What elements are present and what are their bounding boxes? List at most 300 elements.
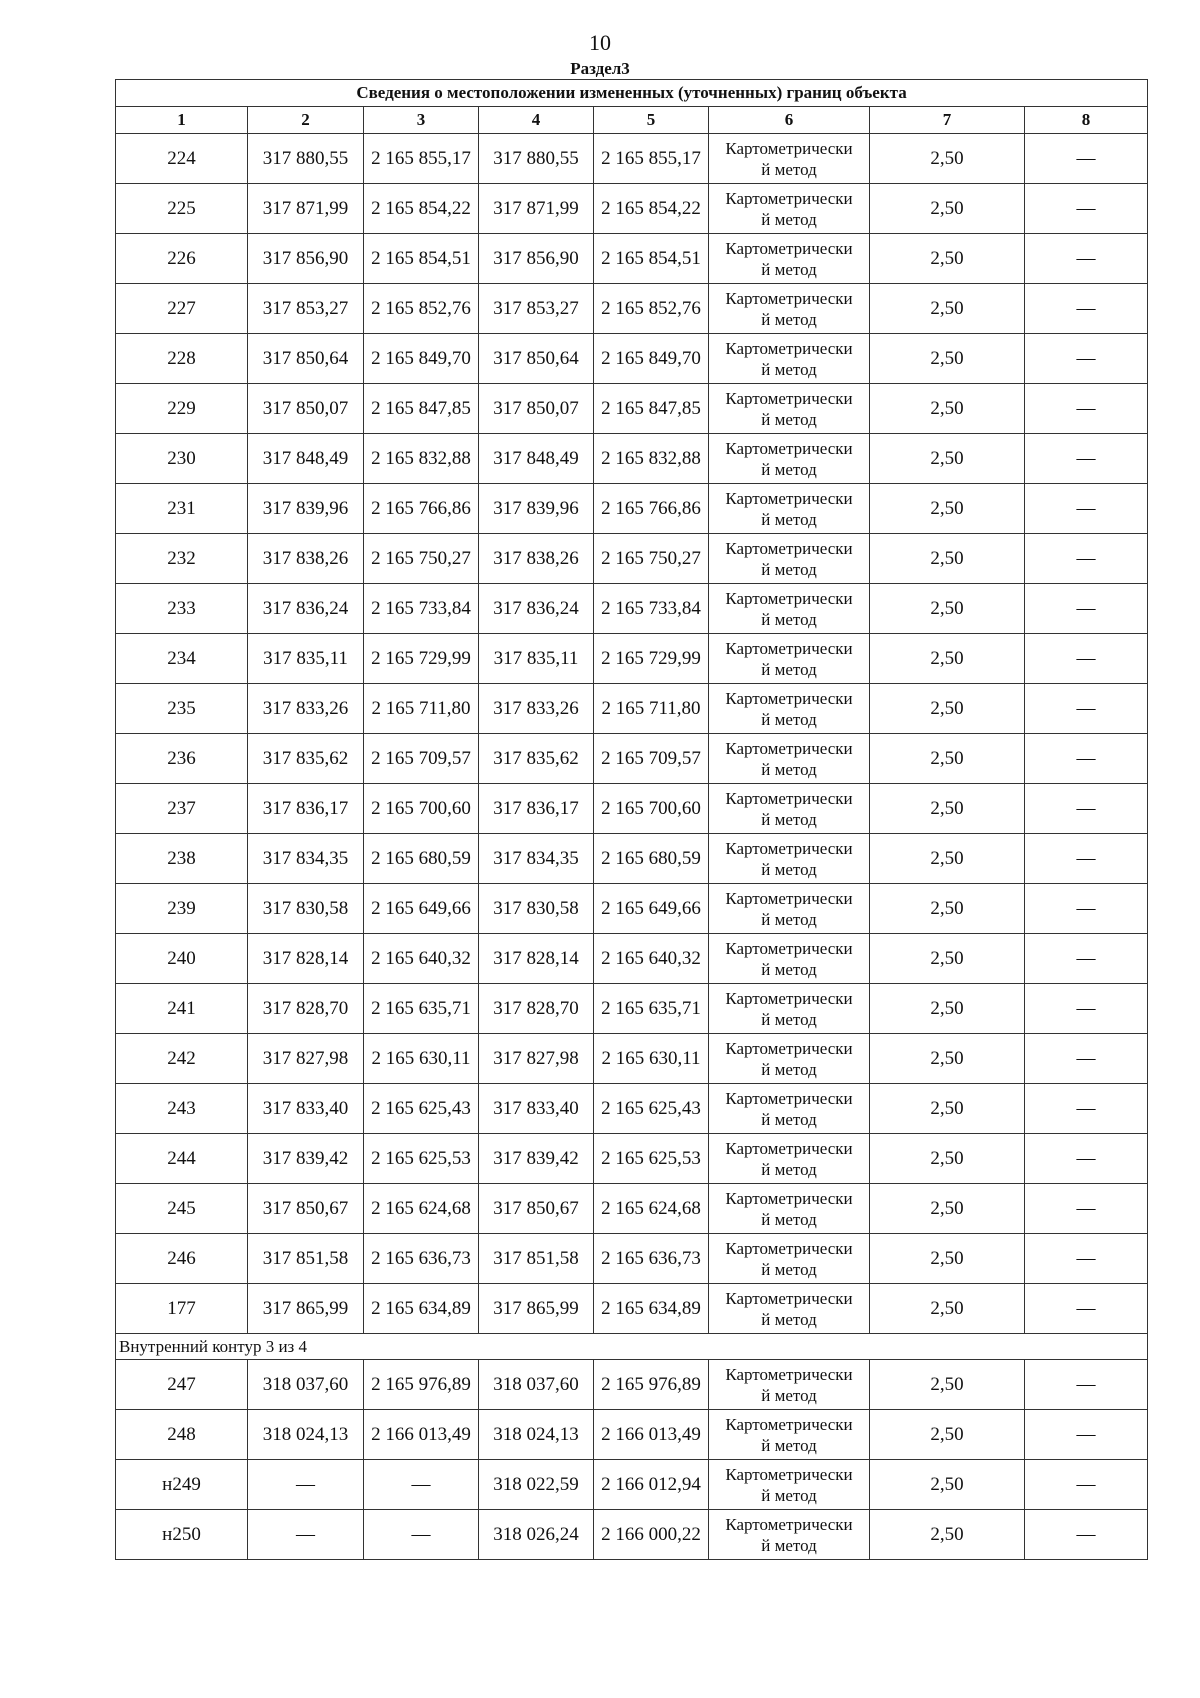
method-text-line-2: й метод <box>761 1435 817 1455</box>
point-number-cell: 239 <box>116 884 248 934</box>
refined-y-cell: 2 165 711,80 <box>594 684 709 734</box>
precision-cell: 2,50 <box>870 984 1025 1034</box>
precision-cell: 2,50 <box>870 184 1025 234</box>
existing-x-cell: 317 833,40 <box>248 1084 364 1134</box>
method-cell <box>709 184 870 234</box>
point-number-cell: 228 <box>116 334 248 384</box>
method-cell <box>709 1510 870 1560</box>
method-text-line-1: Картометрически <box>725 538 853 558</box>
refined-x-cell: 317 834,35 <box>479 834 594 884</box>
description-cell: — <box>1025 784 1148 834</box>
precision-cell: 2,50 <box>870 434 1025 484</box>
table-row <box>116 484 1148 534</box>
table-row <box>116 1034 1148 1084</box>
existing-y-cell: 2 165 649,66 <box>364 884 479 934</box>
refined-x-cell: 318 026,24 <box>479 1510 594 1560</box>
table-row <box>116 1084 1148 1134</box>
description-cell: — <box>1025 934 1148 984</box>
precision-cell: 2,50 <box>870 884 1025 934</box>
method-text-line-1: Картометрически <box>725 1188 853 1208</box>
refined-x-cell: 317 848,49 <box>479 434 594 484</box>
method-cell <box>709 684 870 734</box>
column-header: 1 <box>116 107 248 134</box>
refined-y-cell: 2 165 636,73 <box>594 1234 709 1284</box>
point-number-cell: 236 <box>116 734 248 784</box>
method-text-line-1: Картометрически <box>725 1138 853 1158</box>
method-text-line-1: Картометрически <box>725 1464 853 1484</box>
point-number-cell: 237 <box>116 784 248 834</box>
table-row <box>116 934 1148 984</box>
precision-cell: 2,50 <box>870 284 1025 334</box>
method-cell <box>709 434 870 484</box>
column-header: 4 <box>479 107 594 134</box>
precision-cell: 2,50 <box>870 384 1025 434</box>
existing-y-cell: 2 165 855,17 <box>364 134 479 184</box>
method-text-line-1: Картометрически <box>725 738 853 758</box>
table-caption: Сведения о местоположении измененных (уточненных) границ объекта <box>116 80 1148 107</box>
description-cell: — <box>1025 234 1148 284</box>
method-text-line-2: й метод <box>761 1159 817 1179</box>
point-number-cell: 241 <box>116 984 248 1034</box>
method-text-line-2: й метод <box>761 509 817 529</box>
table-header-row <box>116 107 1148 134</box>
contour-separator-row <box>116 1334 1148 1360</box>
existing-y-cell: 2 165 624,68 <box>364 1184 479 1234</box>
existing-x-cell: 317 853,27 <box>248 284 364 334</box>
method-text-line-1: Картометрически <box>725 1088 853 1108</box>
refined-y-cell: 2 165 733,84 <box>594 584 709 634</box>
method-text-line-2: й метод <box>761 259 817 279</box>
description-cell: — <box>1025 984 1148 1034</box>
method-cell <box>709 934 870 984</box>
method-text-line-2: й метод <box>761 1535 817 1555</box>
method-cell <box>709 334 870 384</box>
method-text-line-2: й метод <box>761 709 817 729</box>
point-number-cell: 224 <box>116 134 248 184</box>
precision-cell: 2,50 <box>870 484 1025 534</box>
refined-y-cell: 2 165 700,60 <box>594 784 709 834</box>
point-number-cell: 229 <box>116 384 248 434</box>
point-number-cell: 238 <box>116 834 248 884</box>
precision-cell: 2,50 <box>870 1084 1025 1134</box>
method-text-line-2: й метод <box>761 209 817 229</box>
existing-x-cell: 317 838,26 <box>248 534 364 584</box>
refined-x-cell: 317 850,67 <box>479 1184 594 1234</box>
existing-x-cell: 317 836,24 <box>248 584 364 634</box>
description-cell: — <box>1025 884 1148 934</box>
existing-y-cell: 2 165 729,99 <box>364 634 479 684</box>
existing-y-cell: 2 165 625,53 <box>364 1134 479 1184</box>
method-cell <box>709 534 870 584</box>
refined-y-cell: 2 165 849,70 <box>594 334 709 384</box>
method-cell <box>709 284 870 334</box>
existing-y-cell: 2 165 847,85 <box>364 384 479 434</box>
method-text-line-1: Картометрически <box>725 1364 853 1384</box>
method-text-line-1: Картометрически <box>725 338 853 358</box>
refined-x-cell: 317 865,99 <box>479 1284 594 1334</box>
method-text-line-2: й метод <box>761 559 817 579</box>
existing-y-cell: 2 165 832,88 <box>364 434 479 484</box>
table-row <box>116 1460 1148 1510</box>
existing-y-cell: 2 166 013,49 <box>364 1410 479 1460</box>
existing-x-cell: — <box>248 1460 364 1510</box>
method-text-line-1: Картометрически <box>725 138 853 158</box>
existing-y-cell: — <box>364 1510 479 1560</box>
existing-y-cell: 2 165 854,22 <box>364 184 479 234</box>
description-cell: — <box>1025 1234 1148 1284</box>
precision-cell: 2,50 <box>870 1184 1025 1234</box>
table-row <box>116 634 1148 684</box>
existing-x-cell: 317 839,42 <box>248 1134 364 1184</box>
method-text-line-2: й метод <box>761 1385 817 1405</box>
refined-x-cell: 317 836,24 <box>479 584 594 634</box>
column-header: 7 <box>870 107 1025 134</box>
point-number-cell: 232 <box>116 534 248 584</box>
page-number: 10 <box>589 30 611 55</box>
method-cell <box>709 984 870 1034</box>
refined-x-cell: 317 850,64 <box>479 334 594 384</box>
refined-x-cell: 317 836,17 <box>479 784 594 834</box>
existing-x-cell: 317 835,62 <box>248 734 364 784</box>
existing-x-cell: 317 856,90 <box>248 234 364 284</box>
precision-cell: 2,50 <box>870 684 1025 734</box>
description-cell: — <box>1025 184 1148 234</box>
method-cell <box>709 384 870 434</box>
table-row <box>116 384 1148 434</box>
refined-x-cell: 317 833,40 <box>479 1084 594 1134</box>
description-cell: — <box>1025 1410 1148 1460</box>
precision-cell: 2,50 <box>870 1034 1025 1084</box>
table-row <box>116 284 1148 334</box>
method-cell <box>709 1134 870 1184</box>
method-text-line-2: й метод <box>761 1309 817 1329</box>
method-text-line-1: Картометрически <box>725 488 853 508</box>
description-cell: — <box>1025 484 1148 534</box>
refined-y-cell: 2 165 852,76 <box>594 284 709 334</box>
existing-y-cell: 2 165 766,86 <box>364 484 479 534</box>
table-row <box>116 534 1148 584</box>
table-row <box>116 884 1148 934</box>
description-cell: — <box>1025 334 1148 384</box>
method-text-line-1: Картометрически <box>725 888 853 908</box>
description-cell: — <box>1025 584 1148 634</box>
description-cell: — <box>1025 834 1148 884</box>
existing-y-cell: 2 165 733,84 <box>364 584 479 634</box>
refined-x-cell: 318 037,60 <box>479 1360 594 1410</box>
method-text-line-2: й метод <box>761 459 817 479</box>
refined-x-cell: 317 835,11 <box>479 634 594 684</box>
refined-x-cell: 317 827,98 <box>479 1034 594 1084</box>
method-text-line-2: й метод <box>761 659 817 679</box>
refined-y-cell: 2 165 709,57 <box>594 734 709 784</box>
description-cell: — <box>1025 534 1148 584</box>
existing-x-cell: 317 839,96 <box>248 484 364 534</box>
method-cell <box>709 1034 870 1084</box>
method-text-line-2: й метод <box>761 1259 817 1279</box>
table-row <box>116 684 1148 734</box>
existing-y-cell: 2 165 625,43 <box>364 1084 479 1134</box>
method-text-line-1: Картометрически <box>725 1038 853 1058</box>
precision-cell: 2,50 <box>870 1360 1025 1410</box>
method-text-line-2: й метод <box>761 1109 817 1129</box>
method-text-line-1: Картометрически <box>725 1238 853 1258</box>
method-cell <box>709 1360 870 1410</box>
point-number-cell: 231 <box>116 484 248 534</box>
refined-y-cell: 2 165 625,43 <box>594 1084 709 1134</box>
contour-label: Внутренний контур 3 из 4 <box>116 1334 1148 1360</box>
point-number-cell: 177 <box>116 1284 248 1334</box>
description-cell: — <box>1025 384 1148 434</box>
method-cell <box>709 1410 870 1460</box>
method-cell <box>709 734 870 784</box>
existing-x-cell: 317 850,07 <box>248 384 364 434</box>
refined-y-cell: 2 166 000,22 <box>594 1510 709 1560</box>
description-cell: — <box>1025 634 1148 684</box>
table-row <box>116 734 1148 784</box>
existing-y-cell: — <box>364 1460 479 1510</box>
table-row <box>116 984 1148 1034</box>
method-text-line-2: й метод <box>761 309 817 329</box>
description-cell: — <box>1025 284 1148 334</box>
table-row <box>116 1284 1148 1334</box>
precision-cell: 2,50 <box>870 1284 1025 1334</box>
existing-y-cell: 2 165 854,51 <box>364 234 479 284</box>
description-cell: — <box>1025 684 1148 734</box>
refined-x-cell: 317 851,58 <box>479 1234 594 1284</box>
point-number-cell: 244 <box>116 1134 248 1184</box>
refined-y-cell: 2 165 680,59 <box>594 834 709 884</box>
method-cell <box>709 1084 870 1134</box>
refined-y-cell: 2 165 855,17 <box>594 134 709 184</box>
description-cell: — <box>1025 1134 1148 1184</box>
refined-x-cell: 317 838,26 <box>479 534 594 584</box>
refined-y-cell: 2 166 012,94 <box>594 1460 709 1510</box>
method-text-line-2: й метод <box>761 809 817 829</box>
method-text-line-1: Картометрически <box>725 688 853 708</box>
method-cell <box>709 134 870 184</box>
existing-y-cell: 2 165 852,76 <box>364 284 479 334</box>
method-text-line-2: й метод <box>761 1009 817 1029</box>
existing-x-cell: — <box>248 1510 364 1560</box>
refined-y-cell: 2 165 634,89 <box>594 1284 709 1334</box>
existing-x-cell: 317 850,64 <box>248 334 364 384</box>
point-number-cell: 248 <box>116 1410 248 1460</box>
method-text-line-1: Картометрически <box>725 438 853 458</box>
existing-x-cell: 317 865,99 <box>248 1284 364 1334</box>
table-body <box>116 134 1148 1560</box>
point-number-cell: 226 <box>116 234 248 284</box>
refined-x-cell: 318 022,59 <box>479 1460 594 1510</box>
description-cell: — <box>1025 1360 1148 1410</box>
refined-y-cell: 2 165 625,53 <box>594 1134 709 1184</box>
method-text-line-1: Картометрически <box>725 288 853 308</box>
method-cell <box>709 1284 870 1334</box>
refined-x-cell: 317 839,96 <box>479 484 594 534</box>
existing-y-cell: 2 165 634,89 <box>364 1284 479 1334</box>
method-text-line-1: Картометрически <box>725 1514 853 1534</box>
precision-cell: 2,50 <box>870 934 1025 984</box>
description-cell: — <box>1025 1460 1148 1510</box>
existing-x-cell: 317 851,58 <box>248 1234 364 1284</box>
table-row <box>116 1410 1148 1460</box>
precision-cell: 2,50 <box>870 1410 1025 1460</box>
existing-y-cell: 2 165 640,32 <box>364 934 479 984</box>
refined-y-cell: 2 165 630,11 <box>594 1034 709 1084</box>
method-text-line-1: Картометрически <box>725 238 853 258</box>
method-cell <box>709 484 870 534</box>
refined-y-cell: 2 165 766,86 <box>594 484 709 534</box>
boundary-coordinates-table <box>115 79 1148 1560</box>
method-cell <box>709 834 870 884</box>
refined-y-cell: 2 165 729,99 <box>594 634 709 684</box>
table-row <box>116 1234 1148 1284</box>
refined-x-cell: 318 024,13 <box>479 1410 594 1460</box>
table-row <box>116 1184 1148 1234</box>
method-text-line-2: й метод <box>761 1485 817 1505</box>
point-number-cell: н249 <box>116 1460 248 1510</box>
existing-x-cell: 317 835,11 <box>248 634 364 684</box>
method-text-line-2: й метод <box>761 1209 817 1229</box>
table-row <box>116 134 1148 184</box>
column-header: 6 <box>709 107 870 134</box>
precision-cell: 2,50 <box>870 534 1025 584</box>
table-row <box>116 1360 1148 1410</box>
precision-cell: 2,50 <box>870 234 1025 284</box>
existing-y-cell: 2 165 700,60 <box>364 784 479 834</box>
method-text-line-2: й метод <box>761 859 817 879</box>
refined-y-cell: 2 165 976,89 <box>594 1360 709 1410</box>
existing-y-cell: 2 165 750,27 <box>364 534 479 584</box>
refined-x-cell: 317 880,55 <box>479 134 594 184</box>
section-title: Раздел3 <box>570 59 630 78</box>
description-cell: — <box>1025 734 1148 784</box>
refined-y-cell: 2 165 624,68 <box>594 1184 709 1234</box>
refined-y-cell: 2 165 854,51 <box>594 234 709 284</box>
refined-x-cell: 317 871,99 <box>479 184 594 234</box>
precision-cell: 2,50 <box>870 584 1025 634</box>
table-row <box>116 234 1148 284</box>
column-header: 8 <box>1025 107 1148 134</box>
refined-y-cell: 2 165 854,22 <box>594 184 709 234</box>
existing-x-cell: 317 871,99 <box>248 184 364 234</box>
method-text-line-1: Картометрически <box>725 188 853 208</box>
point-number-cell: 235 <box>116 684 248 734</box>
method-cell <box>709 884 870 934</box>
column-header: 3 <box>364 107 479 134</box>
refined-x-cell: 317 839,42 <box>479 1134 594 1184</box>
refined-y-cell: 2 165 847,85 <box>594 384 709 434</box>
method-text-line-2: й метод <box>761 909 817 929</box>
existing-x-cell: 317 880,55 <box>248 134 364 184</box>
method-text-line-2: й метод <box>761 159 817 179</box>
refined-x-cell: 317 828,70 <box>479 984 594 1034</box>
method-text-line-1: Картометрически <box>725 788 853 808</box>
point-number-cell: 227 <box>116 284 248 334</box>
existing-x-cell: 317 848,49 <box>248 434 364 484</box>
existing-x-cell: 317 828,70 <box>248 984 364 1034</box>
point-number-cell: 245 <box>116 1184 248 1234</box>
refined-x-cell: 317 830,58 <box>479 884 594 934</box>
point-number-cell: 225 <box>116 184 248 234</box>
method-text-line-1: Картометрически <box>725 988 853 1008</box>
existing-y-cell: 2 165 636,73 <box>364 1234 479 1284</box>
point-number-cell: 242 <box>116 1034 248 1084</box>
existing-x-cell: 318 037,60 <box>248 1360 364 1410</box>
description-cell: — <box>1025 134 1148 184</box>
existing-y-cell: 2 165 849,70 <box>364 334 479 384</box>
precision-cell: 2,50 <box>870 1134 1025 1184</box>
refined-x-cell: 317 856,90 <box>479 234 594 284</box>
description-cell: — <box>1025 434 1148 484</box>
method-cell <box>709 784 870 834</box>
point-number-cell: 230 <box>116 434 248 484</box>
existing-y-cell: 2 165 709,57 <box>364 734 479 784</box>
method-cell <box>709 1460 870 1510</box>
table-row <box>116 434 1148 484</box>
method-text-line-2: й метод <box>761 359 817 379</box>
precision-cell: 2,50 <box>870 634 1025 684</box>
refined-x-cell: 317 835,62 <box>479 734 594 784</box>
precision-cell: 2,50 <box>870 334 1025 384</box>
existing-x-cell: 317 834,35 <box>248 834 364 884</box>
existing-y-cell: 2 165 711,80 <box>364 684 479 734</box>
table-row <box>116 784 1148 834</box>
description-cell: — <box>1025 1034 1148 1084</box>
method-text-line-1: Картометрически <box>725 838 853 858</box>
method-text-line-2: й метод <box>761 409 817 429</box>
point-number-cell: 243 <box>116 1084 248 1134</box>
precision-cell: 2,50 <box>870 1460 1025 1510</box>
existing-y-cell: 2 165 976,89 <box>364 1360 479 1410</box>
method-cell <box>709 584 870 634</box>
existing-x-cell: 317 827,98 <box>248 1034 364 1084</box>
method-cell <box>709 1184 870 1234</box>
description-cell: — <box>1025 1084 1148 1134</box>
method-text-line-2: й метод <box>761 1059 817 1079</box>
method-text-line-2: й метод <box>761 759 817 779</box>
method-text-line-1: Картометрически <box>725 588 853 608</box>
existing-x-cell: 317 830,58 <box>248 884 364 934</box>
column-header: 2 <box>248 107 364 134</box>
point-number-cell: 240 <box>116 934 248 984</box>
refined-y-cell: 2 165 832,88 <box>594 434 709 484</box>
table-row <box>116 184 1148 234</box>
method-cell <box>709 634 870 684</box>
table-row <box>116 334 1148 384</box>
point-number-cell: 247 <box>116 1360 248 1410</box>
precision-cell: 2,50 <box>870 134 1025 184</box>
table-row <box>116 584 1148 634</box>
existing-x-cell: 317 836,17 <box>248 784 364 834</box>
table-row <box>116 1134 1148 1184</box>
refined-x-cell: 317 833,26 <box>479 684 594 734</box>
description-cell: — <box>1025 1510 1148 1560</box>
refined-y-cell: 2 165 640,32 <box>594 934 709 984</box>
table-row <box>116 1510 1148 1560</box>
table-row <box>116 834 1148 884</box>
refined-y-cell: 2 165 635,71 <box>594 984 709 1034</box>
method-text-line-1: Картометрически <box>725 388 853 408</box>
point-number-cell: 234 <box>116 634 248 684</box>
method-text-line-2: й метод <box>761 609 817 629</box>
column-header: 5 <box>594 107 709 134</box>
point-number-cell: 246 <box>116 1234 248 1284</box>
existing-x-cell: 317 850,67 <box>248 1184 364 1234</box>
existing-y-cell: 2 165 635,71 <box>364 984 479 1034</box>
method-text-line-1: Картометрически <box>725 1414 853 1434</box>
description-cell: — <box>1025 1184 1148 1234</box>
existing-x-cell: 318 024,13 <box>248 1410 364 1460</box>
